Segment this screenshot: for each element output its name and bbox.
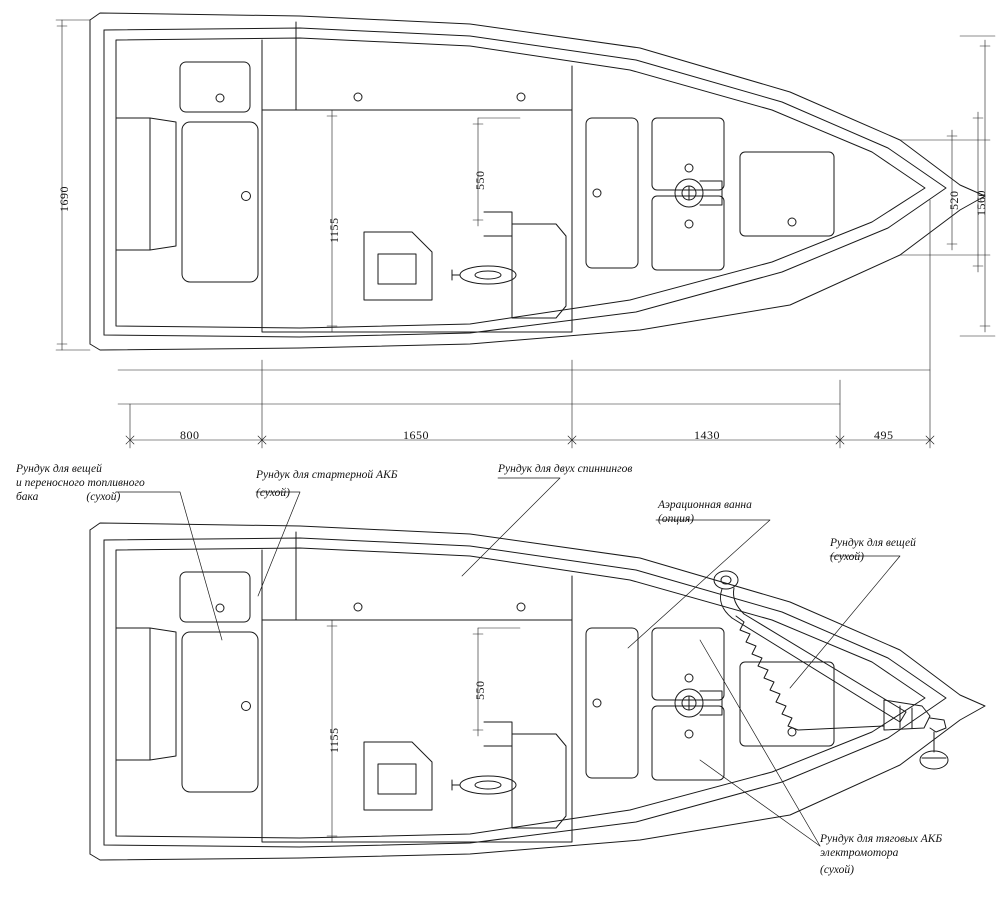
deck-fitting-icon bbox=[517, 603, 525, 611]
locker-large-left-lower bbox=[182, 632, 258, 792]
callout-line: (сухой) bbox=[820, 864, 854, 876]
callout-line: электромотора bbox=[820, 847, 899, 859]
gunwale-line-upper bbox=[116, 38, 925, 328]
callout-line: (сухой) bbox=[830, 551, 864, 563]
deck-fitting-icon bbox=[354, 603, 362, 611]
locker-latch-icon bbox=[242, 192, 251, 201]
callout-line: Рундук для вещей bbox=[830, 537, 916, 549]
hull-outline-upper bbox=[90, 13, 985, 350]
dim-label-1690: 1690 bbox=[57, 186, 71, 212]
callout-line: (сухой) bbox=[256, 487, 290, 499]
leader-locker-things-right bbox=[790, 556, 900, 688]
dim-label-520: 520 bbox=[947, 190, 961, 210]
callout-line: бака bbox=[16, 491, 39, 503]
cockpit-floor-lower bbox=[262, 620, 572, 842]
gunwale-line-lower bbox=[116, 548, 925, 838]
leader-locker-trolling-batteries bbox=[700, 760, 820, 846]
deck-fitting-icon bbox=[517, 93, 525, 101]
dim-label-1650: 1650 bbox=[403, 428, 429, 442]
locker-small-left-upper bbox=[180, 62, 250, 112]
dim-label-1155-lower: 1155 bbox=[327, 727, 341, 753]
steering-wheel-upper bbox=[460, 266, 516, 284]
leader-locker-things-fuel bbox=[116, 492, 222, 640]
callout-line: Рундук для вещей bbox=[16, 463, 102, 475]
console-upper bbox=[512, 224, 566, 318]
leader-aeration-tank-2 bbox=[700, 640, 820, 846]
steering-hub-lower bbox=[475, 781, 501, 789]
callout-line: Рундук для двух спиннингов bbox=[498, 463, 633, 475]
seat-cushion-lower bbox=[378, 764, 416, 794]
console-step-upper bbox=[484, 212, 512, 236]
callout-line: и переносного топливного bbox=[16, 477, 145, 489]
console-lower bbox=[512, 734, 566, 828]
trolling-motor bbox=[714, 571, 948, 769]
locker-latch-icon bbox=[242, 702, 251, 711]
locker-latch-icon bbox=[685, 674, 693, 682]
deck-fitting-icon bbox=[354, 93, 362, 101]
callout-line: (опция) bbox=[658, 513, 695, 525]
locker-latch-icon bbox=[788, 218, 796, 226]
transom-notch-lower bbox=[116, 628, 150, 760]
seat-cushion-upper bbox=[378, 254, 416, 284]
locker-latch-icon bbox=[216, 94, 224, 102]
callout-locker-starter-battery bbox=[256, 468, 398, 500]
dim-label-1560: 1560 bbox=[974, 190, 988, 216]
callout-locker-trolling-batteries bbox=[820, 832, 942, 877]
deck-outline-lower bbox=[104, 538, 946, 847]
locker-spinning-lower bbox=[586, 628, 638, 778]
steering-column-lower bbox=[452, 780, 460, 790]
console-step-lower bbox=[484, 722, 512, 746]
deck-outline-upper bbox=[104, 28, 946, 337]
callout-line: Аэрационная ванна bbox=[658, 499, 752, 511]
dim-label-550-lower: 550 bbox=[473, 680, 487, 700]
steering-wheel-lower bbox=[460, 776, 516, 794]
callout-locker-things-right bbox=[830, 536, 916, 564]
locker-spinning-upper bbox=[586, 118, 638, 268]
callout-aeration-tank bbox=[658, 498, 752, 526]
transom-plate-upper bbox=[150, 118, 176, 250]
locker-latch-icon bbox=[593, 699, 601, 707]
callout-line: Рундук для тяговых АКБ bbox=[820, 833, 943, 845]
seat-upper bbox=[364, 232, 432, 300]
transom-notch-upper bbox=[116, 118, 150, 250]
cockpit-floor-upper bbox=[262, 110, 572, 332]
leader-locker-starter-battery bbox=[256, 492, 300, 596]
dim-label-1430: 1430 bbox=[694, 428, 720, 442]
dim-label-1155-upper: 1155 bbox=[327, 217, 341, 243]
dim-label-550-upper: 550 bbox=[473, 170, 487, 190]
locker-latch-icon bbox=[593, 189, 601, 197]
locker-latch-icon bbox=[685, 730, 693, 738]
callout-locker-spinning bbox=[498, 462, 632, 476]
steering-column-upper bbox=[452, 270, 460, 280]
dim-label-800: 800 bbox=[180, 428, 200, 442]
callout-locker-things-fuel bbox=[16, 462, 145, 504]
callout-line: (сухой) bbox=[86, 491, 121, 503]
locker-latch-icon bbox=[216, 604, 224, 612]
locker-latch-icon bbox=[685, 164, 693, 172]
dim-label-495: 495 bbox=[874, 428, 894, 442]
leader-locker-spinning bbox=[462, 478, 560, 576]
transom-plate-lower bbox=[150, 628, 176, 760]
locker-latch-icon bbox=[685, 220, 693, 228]
locker-large-left-upper bbox=[182, 122, 258, 282]
callout-line: Рундук для стартерной АКБ bbox=[256, 469, 398, 481]
seat-lower bbox=[364, 742, 432, 810]
locker-bow-upper bbox=[740, 152, 834, 236]
steering-hub-upper bbox=[475, 271, 501, 279]
